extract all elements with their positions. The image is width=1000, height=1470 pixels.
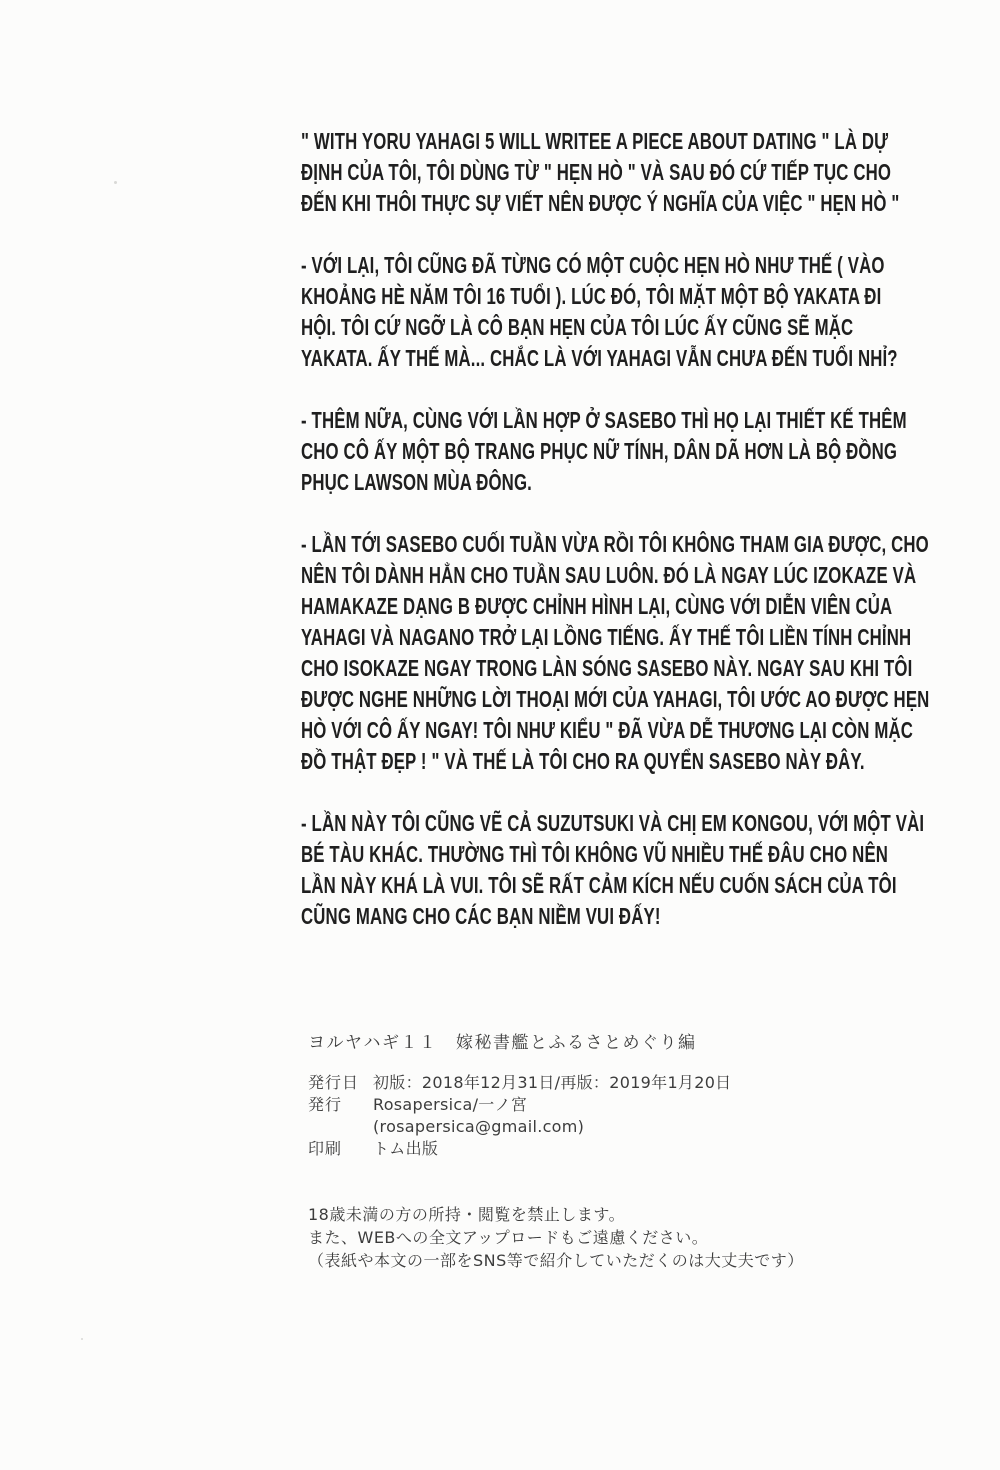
afterword-line: PHỤC LAWSON MÙA ĐÔNG. (301, 469, 532, 495)
book-title: ヨルヤハギ１１ 嫁秘書艦とふるさとめぐり編 (308, 1033, 697, 1053)
afterword-paragraph-5 (301, 808, 925, 932)
afterword-line: BÉ TÀU KHÁC. THƯỜNG THÌ TÔI KHÔNG VŨ NHIỀU THẾ ĐÂU CHO NÊN (301, 841, 889, 867)
afterword-line: " WITH YORU YAHAGI 5 WILL WRITEE A PIECE ABOUT DATING " LÀ DỰ (301, 128, 889, 154)
scan-speck (114, 181, 117, 184)
afterword-line: HÒ VỚI CÔ ẤY NGAY! TÔI NHƯ KIỂU " ĐÃ VỪA DỄ THƯƠNG LẠI CÒN MẶC (301, 717, 914, 743)
disclaimer-line: （表紙や本文の一部をSNS等で紹介していただくのは大丈夫です） (308, 1251, 804, 1270)
colophon-label (308, 1116, 373, 1138)
afterword-line: NÊN TÔI DÀNH HẲN CHO TUẦN SAU LUÔN. ĐÓ LÀ NGAY LÚC IZOKAZE VÀ (301, 562, 917, 588)
scan-speck (81, 1338, 83, 1340)
afterword-line: ĐỊNH CỦA TÔI, TÔI DÙNG TỪ " HẸN HÒ " VÀ SAU ĐÓ CỨ TIẾP TỤC CHO (301, 159, 892, 185)
colophon-block (308, 1032, 732, 1160)
colophon-row-printer (308, 1138, 732, 1160)
disclaimer-line: また、WEBへの全文アップロードもご遠慮ください。 (308, 1228, 709, 1247)
afterword-line: ĐỒ THẬT ĐẸP ! " VÀ THẾ LÀ TÔI CHO RA QUYỂN SASEBO NÀY ĐÂY. (301, 748, 865, 774)
disclaimer-line: 18歳未満の方の所持・閲覧を禁止します。 (308, 1205, 626, 1224)
afterword-text-block (301, 126, 971, 932)
afterword-line: KHOẢNG HÈ NĂM TÔI 16 TUỔI ). LÚC ĐÓ, TÔI MẶT MỘT BỘ YAKATA ĐI (301, 283, 882, 309)
afterword-line: ĐƯỢC NGHE NHỮNG LỜI THOẠI MỚI CỦA YAHAGI, TÔI ƯỚC AO ĐƯỢC HẸN (301, 686, 930, 712)
afterword-line: CHO CÔ ẤY MỘT BỘ TRANG PHỤC NỮ TÍNH, DÂN DÃ HƠN LÀ BỘ ĐỒNG (301, 438, 898, 464)
afterword-line: - LẦN TỚI SASEBO CUỐI TUẦN VỪA RỒI TÔI KHÔNG THAM GIA ĐƯỢC, CHO (301, 531, 929, 557)
colophon-label: 印刷 (308, 1139, 343, 1158)
publisher-email: (rosapersica@gmail.com) (373, 1117, 585, 1136)
colophon-value: 初版：2018年12月31日/再版：2019年1月20日 (373, 1073, 732, 1092)
afterword-line: YAHAGI VÀ NAGANO TRỞ LẠI LỒNG TIẾNG. ẤY THẾ TÔI LIỀN TÍNH CHỈNH (301, 624, 912, 650)
afterword-paragraph-4 (301, 529, 930, 777)
afterword-paragraph-1 (301, 126, 900, 219)
colophon-value: トム出版 (373, 1139, 439, 1158)
afterword-line: YAKATA. ẤY THẾ MÀ... CHẮC LÀ VỚI YAHAGI VẪN CHƯA ĐẾN TUỔI NHỈ? (301, 345, 898, 371)
afterword-line: LẦN NÀY KHÁ LÀ VUI. TÔI SẼ RẤT CẢM KÍCH NẾU CUỐN SÁCH CỦA TÔI (301, 872, 897, 898)
afterword-line: - VỚI LẠI, TÔI CŨNG ĐÃ TỪNG CÓ MỘT CUỘC HẸN HÒ NHƯ THẾ ( VÀO (301, 252, 885, 278)
afterword-line: - THÊM NỮA, CÙNG VỚI LẦN HỢP Ở SASEBO THÌ HỌ LẠI THIẾT KẾ THÊM (301, 407, 907, 433)
afterword-line: CŨNG MANG CHO CÁC BẠN NIỀM VUI ĐẤY! (301, 903, 661, 929)
colophon-value: Rosapersica/一ノ宮 (373, 1095, 528, 1114)
afterword-line: HAMAKAZE DẠNG B ĐƯỢC CHỈNH HÌNH LẠI, CÙNG VỚI DIỄN VIÊN CỦA (301, 593, 893, 619)
colophon-row-publisher (308, 1094, 732, 1116)
colophon-row-email (308, 1116, 732, 1138)
colophon-label: 発行 (308, 1095, 343, 1114)
afterword-paragraph-3 (301, 405, 907, 498)
colophon-label: 発行日 (308, 1073, 360, 1092)
afterword-line: HỘI. TÔI CỨ NGỠ LÀ CÔ BẠN HẸN CỦA TÔI LÚC ẤY CŨNG SẼ MẶC (301, 314, 854, 340)
colophon-row-publication-date (308, 1072, 732, 1094)
afterword-line: - LẦN NÀY TÔI CŨNG VẼ CẢ SUZUTSUKI VÀ CHỊ EM KONGOU, VỚI MỘT VÀI (301, 810, 925, 836)
afterword-line: CHO ISOKAZE NGAY TRONG LÀN SÓNG SASEBO NÀY. NGAY SAU KHI TÔI (301, 655, 913, 681)
disclaimer-block (308, 1203, 804, 1272)
afterword-paragraph-2 (301, 250, 898, 374)
afterword-line: ĐẾN KHI THÔI THỰC SỰ VIẾT NÊN ĐƯỢC Ý NGHĨA CỦA VIỆC " HẸN HÒ " (301, 190, 900, 216)
